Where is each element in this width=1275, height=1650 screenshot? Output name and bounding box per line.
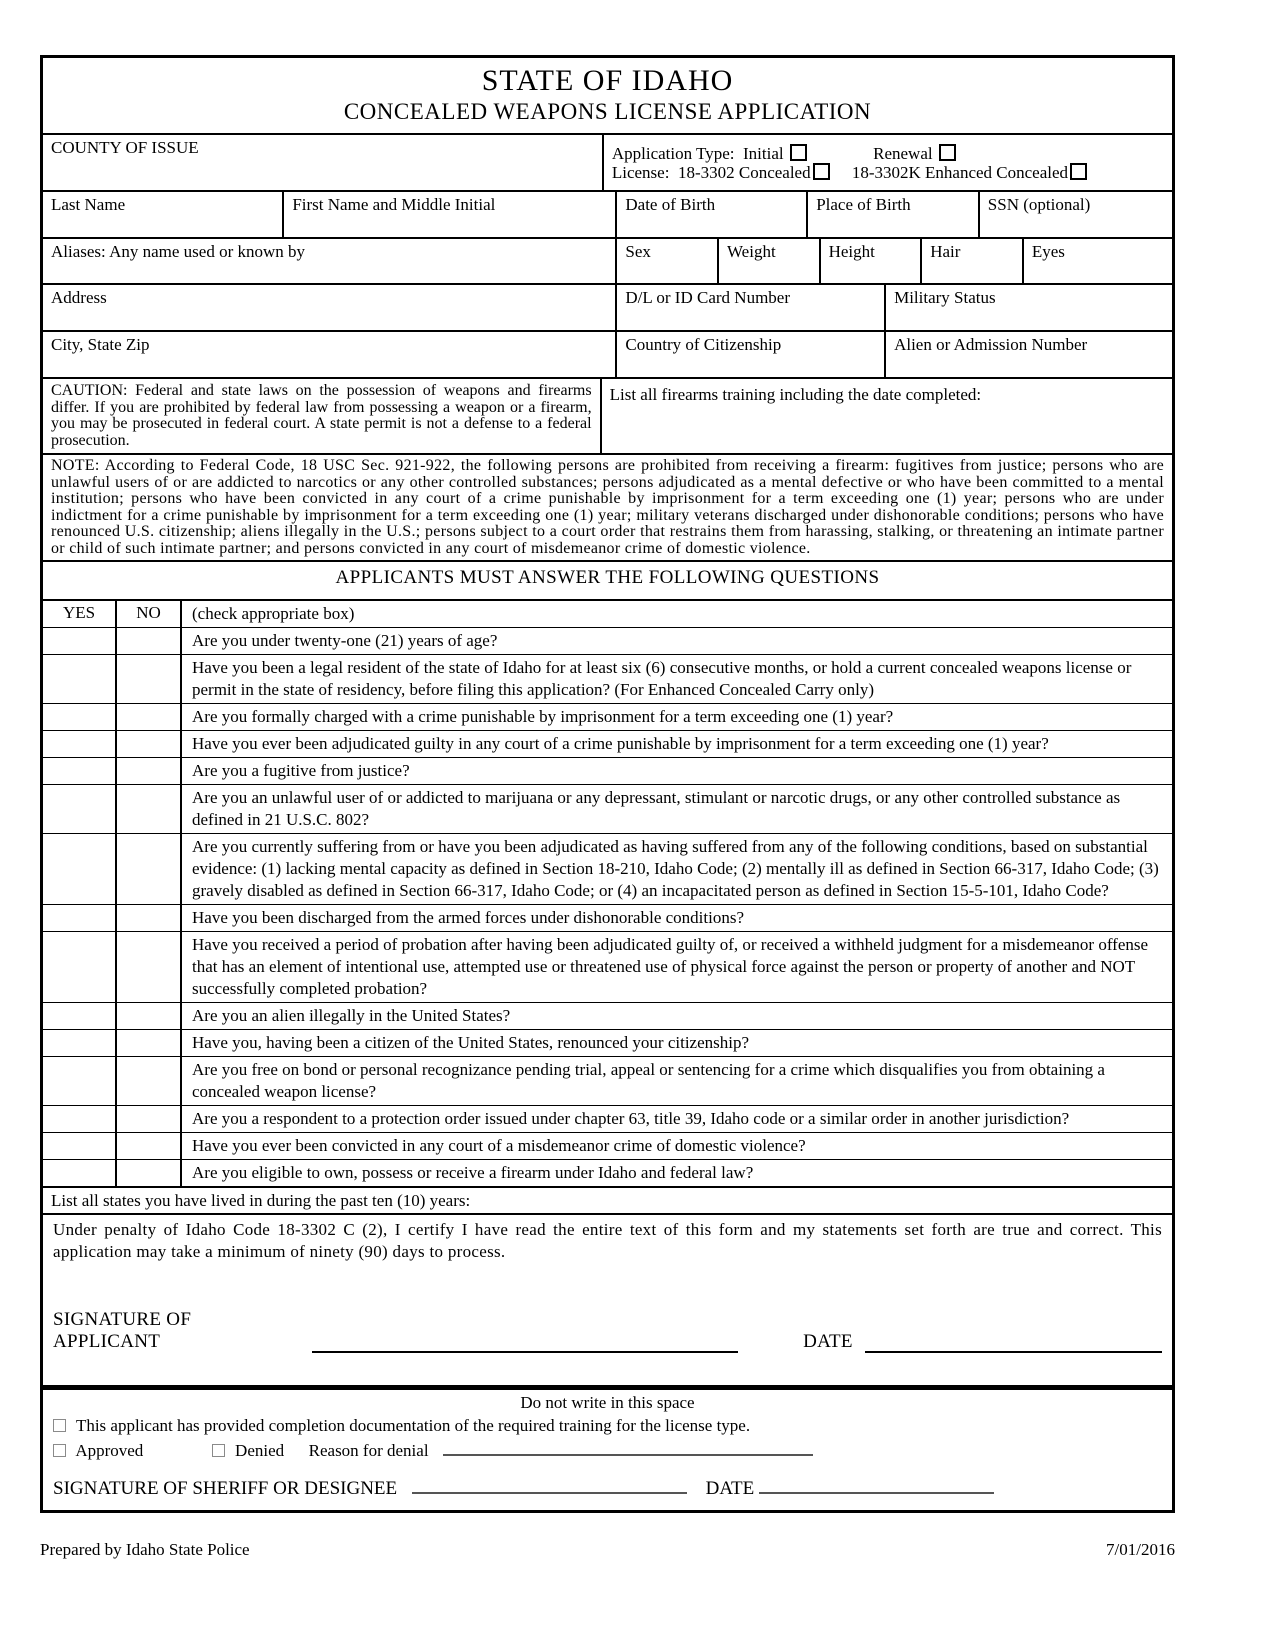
last-name-label: Last Name [51,195,126,214]
question-text: Are you free on bond or personal recognizance pending trial, appeal or sentencing for a crime which disqualifies you from obtaining a concealed weapon license? [180,1057,1172,1105]
eyes-field[interactable] [1022,239,1172,283]
license-concealed-label: 18-3302 Concealed [677,162,811,182]
yes-checkbox-cell[interactable] [43,785,115,833]
no-checkbox-cell[interactable] [115,1030,180,1056]
question-row [43,1057,1172,1106]
question-text: Have you, having been a citizen of the United States, renounced your citizenship? [180,1030,1172,1056]
yes-checkbox-cell[interactable] [43,1003,115,1029]
office-use-section [43,1385,1172,1510]
initial-checkbox[interactable] [790,144,807,161]
yes-checkbox-cell[interactable] [43,731,115,757]
no-checkbox-cell[interactable] [115,1057,180,1105]
place-of-birth-label: Place of Birth [816,195,911,214]
military-status-label: Military Status [894,288,996,307]
no-checkbox-cell[interactable] [115,758,180,784]
sheriff-date-line[interactable] [759,1478,994,1494]
question-row [43,655,1172,704]
question-text: Are you eligible to own, possess or receive a firearm under Idaho and federal law? [180,1160,1172,1186]
military-status-field[interactable] [884,285,1172,330]
question-text: Are you a fugitive from justice? [180,758,1172,784]
question-row [43,628,1172,655]
question-row [43,785,1172,834]
concealed-checkbox[interactable] [813,163,830,180]
question-row [43,758,1172,785]
question-row [43,1160,1172,1186]
applicant-date-line[interactable] [865,1333,1162,1353]
sheriff-signature-line[interactable] [412,1478,687,1494]
question-text: Have you ever been adjudicated guilty in any court of a crime punishable by imprisonment for a term exceeding one (1) year? [180,731,1172,757]
question-text: Are you currently suffering from or have you been adjudicated as having suffered from any of the following conditions, based on substantial evidence: (1) lacking mental capacity as defined in Section 18-210, Idaho Code; (2) mentally ill as defined in Section 66-317, Idaho Code; (3) gravely disabled as defined in Section 66-317, Idaho Code; or (4) an incapacitated person as defined in Section 15-5-101, Idaho Code? [180,834,1172,904]
office-section-title: Do not write in this space [520,1393,695,1412]
address-field[interactable] [43,285,615,330]
question-text: Have you been a legal resident of the state of Idaho for at least six (6) consecutive months, or hold a current concealed weapons license or permit in the state of residency, before filing this application? (For Enhanced Concealed Carry only) [180,655,1172,703]
question-row [43,1133,1172,1160]
yes-checkbox-cell[interactable] [43,758,115,784]
yes-checkbox-cell[interactable] [43,1030,115,1056]
sheriff-date-label: DATE [705,1478,755,1499]
question-row [43,731,1172,758]
yes-column-header: YES [62,603,96,622]
hair-field[interactable] [920,239,1022,283]
city-state-zip-label: City, State Zip [51,335,150,354]
initial-label: Initial [743,143,784,163]
yes-checkbox-cell[interactable] [43,1160,115,1186]
weight-field[interactable] [717,239,819,283]
question-text: Have you been discharged from the armed forces under dishonorable conditions? [180,905,1172,931]
approved-checkbox[interactable] [53,1444,66,1457]
address-label: Address [51,288,107,307]
federal-note-paragraph: NOTE: According to Federal Code, 18 USC Sec. 921-922, the following persons are prohibited from receiving a firearm: fugitives from justice; persons who are unlawful users of or are addicted to narcotics or any other controlled substances; persons adjudicated as a mental defective or who have been committed to a mental institution; persons who have been convicted in any court of a crime punishable by imprisonment for a term exceeding one (1) year; persons who are under indictment for a crime punishable by imprisonment for a term exceeding one (1) year; military veterans discharged under dishonorable conditions; persons who have renounced U.S. citizenship; aliens illegally in the U.S.; persons subject to a court order that restrains them from harassing, stalking, or threatening an intimate partner or child of such intimate partner; and persons convicted in any court of misdemeanor crime of domestic violence. [43,455,1172,562]
first-name-label: First Name and Middle Initial [292,195,496,214]
yes-checkbox-cell[interactable] [43,704,115,730]
license-enhanced-label: 18-3302K Enhanced Concealed [851,162,1069,182]
city-state-zip-field[interactable] [43,332,615,377]
county-of-issue-label: COUNTY OF ISSUE [51,138,199,157]
question-text: Are you under twenty-one (21) years of age? [180,628,1172,654]
reason-for-denial-line[interactable] [443,1440,813,1456]
yes-checkbox-cell[interactable] [43,1133,115,1159]
no-column-header: NO [115,601,180,627]
no-checkbox-cell[interactable] [115,1133,180,1159]
no-checkbox-cell[interactable] [115,905,180,931]
completion-documentation-label: This applicant has provided completion documentation of the required training for the license type. [75,1416,751,1435]
certification-paragraph: Under penalty of Idaho Code 18-3302 C (2), I certify I have read the entire text of this form and my statements set forth are true and correct. This application may take a minimum of ninety (90) days to process. [53,1220,1162,1261]
no-checkbox-cell[interactable] [115,1003,180,1029]
caution-paragraph: CAUTION: Federal and state laws on the possession of weapons and firearms differ. If you are prohibited by federal law from possessing a weapon or a firearm, you may be prosecuted in federal court. A state permit is not a defense to a federal prosecution. [51,382,592,449]
dl-number-label: D/L or ID Card Number [625,288,790,307]
completion-documentation-checkbox[interactable] [53,1419,66,1432]
citizenship-label: Country of Citizenship [625,335,782,354]
denied-label: Denied [235,1441,285,1460]
yes-checkbox-cell[interactable] [43,1106,115,1132]
states-lived-label: List all states you have lived in during the past ten (10) years: [51,1191,471,1210]
question-row [43,1106,1172,1133]
eyes-label: Eyes [1031,242,1065,261]
question-row [43,932,1172,1003]
aliases-field[interactable] [43,239,615,283]
date-of-birth-label: Date of Birth [625,195,716,214]
no-checkbox-cell[interactable] [115,834,180,904]
license-label: License: [611,162,670,182]
firearms-training-field[interactable] [600,379,1172,453]
applicant-signature-line[interactable] [312,1333,738,1353]
reason-for-denial-label: Reason for denial [308,1441,429,1460]
yes-checkbox-cell[interactable] [43,1057,115,1105]
no-checkbox-cell[interactable] [115,704,180,730]
firearms-training-label: List all firearms training including the date completed: [609,385,982,404]
prepared-by-text: Prepared by Idaho State Police [40,1540,250,1559]
weight-label: Weight [727,242,776,261]
no-checkbox-cell[interactable] [115,1106,180,1132]
no-checkbox-cell[interactable] [115,785,180,833]
question-text: Are you a respondent to a protection order issued under chapter 63, title 39, Idaho code or a similar order in another jurisdiction? [180,1106,1172,1132]
question-row [43,704,1172,731]
renewal-checkbox[interactable] [939,144,956,161]
no-checkbox-cell[interactable] [115,655,180,703]
ssn-label: SSN (optional) [987,195,1091,214]
form-header [43,58,1172,135]
last-name-field[interactable] [43,192,282,237]
question-row [43,834,1172,905]
enhanced-checkbox[interactable] [1070,163,1087,180]
first-name-field[interactable] [282,192,615,237]
question-row [43,1030,1172,1057]
height-label: Height [828,242,875,261]
question-text: Are you formally charged with a crime punishable by imprisonment for a term exceeding one (1) year? [180,704,1172,730]
sex-label: Sex [625,242,651,261]
question-row [43,905,1172,932]
no-checkbox-cell[interactable] [115,1160,180,1186]
states-lived-field[interactable] [43,1188,1172,1215]
revision-date: 7/01/2016 [1106,1540,1175,1559]
sex-field[interactable] [615,239,717,283]
alien-number-field[interactable] [884,332,1172,377]
dl-number-field[interactable] [615,285,884,330]
question-text: Have you ever been convicted in any court of a misdemeanor crime of domestic violence? [180,1133,1172,1159]
yes-checkbox-cell[interactable] [43,932,115,1002]
sheriff-signature-label: SIGNATURE OF SHERIFF OR DESIGNEE [53,1478,398,1499]
check-instruction: (check appropriate box) [180,601,1172,627]
questions-table-header-row [43,601,1172,628]
alien-number-label: Alien or Admission Number [894,335,1088,354]
questions-table [43,601,1172,1188]
question-text: Have you received a period of probation after having been adjudicated guilty of, or received a withheld judgment for a misdemeanor offense that has an element of intentional use, attempted use or threatened use of physical force against the person or property of another and NOT successfully completed probation? [180,932,1172,1002]
yes-checkbox-cell[interactable] [43,834,115,904]
renewal-label: Renewal [873,143,933,163]
place-of-birth-field[interactable] [806,192,978,237]
citizenship-field[interactable] [615,332,884,377]
no-checkbox-cell[interactable] [115,731,180,757]
yes-checkbox-cell[interactable] [43,905,115,931]
hair-label: Hair [930,242,961,261]
application-type-label: Application Type: [611,143,735,163]
form-title: STATE OF IDAHO [481,64,734,97]
application-type-field [602,135,1172,190]
yes-checkbox-cell[interactable] [43,655,115,703]
applicant-date-label: DATE [803,1331,853,1352]
yes-checkbox-cell[interactable] [43,628,115,654]
question-row [43,1003,1172,1030]
county-of-issue-field[interactable] [43,135,602,190]
aliases-label: Aliases: Any name used or known by [51,242,306,261]
height-field[interactable] [819,239,921,283]
date-of-birth-field[interactable] [615,192,806,237]
page-footer [40,1540,1175,1560]
no-checkbox-cell[interactable] [115,628,180,654]
question-text: Are you an alien illegally in the United States? [180,1003,1172,1029]
approved-label: Approved [75,1441,144,1460]
applicant-signature-label: SIGNATURE OF APPLICANT [53,1309,192,1352]
questions-section-header: APPLICANTS MUST ANSWER THE FOLLOWING QUESTIONS [43,562,1172,601]
form-subtitle: CONCEALED WEAPONS LICENSE APPLICATION [343,99,872,124]
ssn-field[interactable] [978,192,1172,237]
form-outer-border [40,55,1175,1513]
question-text: Are you an unlawful user of or addicted to marijuana or any depressant, stimulant or narcotic drugs, or any other controlled substance as defined in 21 U.S.C. 802? [180,785,1172,833]
no-checkbox-cell[interactable] [115,932,180,1002]
denied-checkbox[interactable] [212,1444,225,1457]
